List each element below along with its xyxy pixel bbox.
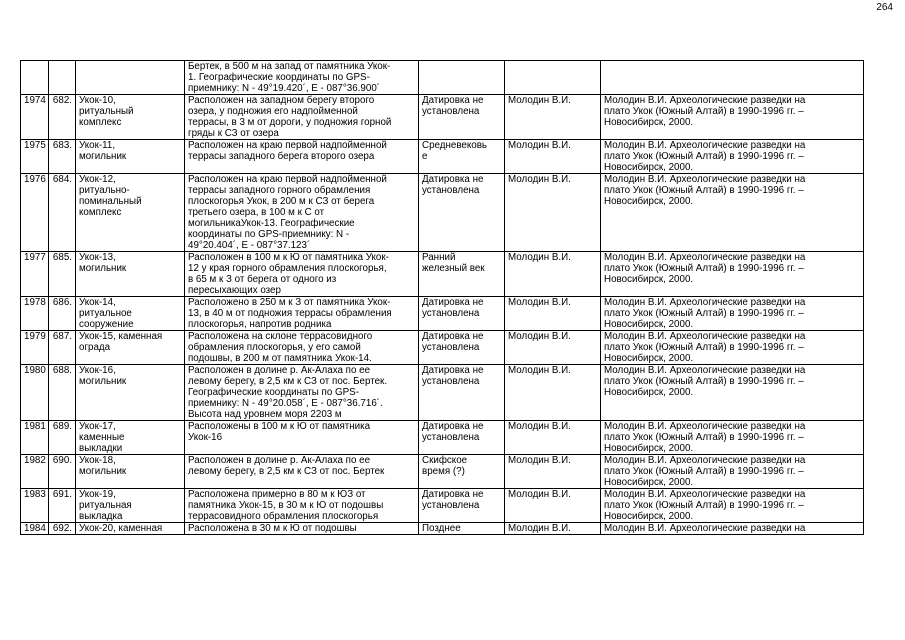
cell-dating [419,421,505,455]
cell-researcher [505,61,601,95]
cell-line: Ранний [422,252,456,263]
cell-literature [601,489,864,523]
cell-line: могильник [79,151,127,162]
cell-line: Новосибирск, 2000. [604,196,694,207]
cell-literature [601,95,864,140]
cell-line: Укок-18, [79,455,116,466]
cell-line: установлена [422,106,480,117]
cell-line: Укок-15, каменная [79,331,163,342]
cell-line: левому берегу, в 2,5 км к СЗ от пос. Бертек. [188,376,388,387]
cell-line: Скифское [422,455,468,466]
cell-location-description [185,61,419,95]
cell-monument-name [76,95,185,140]
cell-line: Новосибирск, 2000. [604,274,694,285]
cell-researcher: Молодин В.И. [505,331,601,365]
cell-line: Укок-20, каменная [79,523,163,534]
cell-line: Укок-10, [79,95,116,106]
cell-line: е [422,151,428,162]
cell-line: могильник [79,263,127,274]
cell-line: террасы западного берега второго озера [188,151,375,162]
cell-monument-name [76,523,185,535]
cell-location-description [185,489,419,523]
cell-monument-name [76,365,185,421]
cell-line: установлена [422,500,480,511]
cell-line: Новосибирск, 2000. [604,443,694,454]
cell-line: установлена [422,376,480,387]
cell-line: Географические координаты по GPS- [188,387,359,398]
cell-line: в 65 м к З от берега от одного из [188,274,337,285]
table-row [21,455,864,489]
cell-line: установлена [422,432,480,443]
cell-line: могильник [79,466,127,477]
cell-line: каменные [79,432,125,443]
cell-line: приемнику: N - 49°19.420´, E - 087°36.900´ [188,83,381,94]
cell-literature [601,421,864,455]
cell-line: обрамления плоскогорья, у его самой [188,342,361,353]
cell-researcher: Молодин В.И. [505,455,601,489]
cell-line: Высота над уровнем моря 2203 м [188,409,342,420]
cell-line: плато Укок (Южный Алтай) в 1990-1996 гг. – [604,432,804,443]
cell-line: Новосибирск, 2000. [604,511,694,522]
cell-local-number: 685. [49,252,76,297]
cell-line: плато Укок (Южный Алтай) в 1990-1996 гг. – [604,185,804,196]
cell-location-description [185,297,419,331]
cell-line: 12 у края горного обрамления плоскогорья, [188,263,387,274]
cell-line: третьего озера, в 100 м к С от [188,207,325,218]
cell-line: Укок-17, [79,421,116,432]
cell-line: Укок-16, [79,365,116,376]
cell-line: Датировка не [422,331,484,342]
cell-line: Датировка не [422,95,484,106]
cell-literature [601,365,864,421]
cell-line: выкладка [79,511,123,522]
cell-researcher: Молодин В.И. [505,489,601,523]
cell-location-description [185,140,419,174]
cell-monument-name [76,61,185,95]
table-row [21,95,864,140]
cell-line: плато Укок (Южный Алтай) в 1990-1996 гг. – [604,342,804,353]
cell-line: Молодин В.И. Археологические разведки на [604,421,806,432]
cell-line: террасовидного обрамления плоскогорья [188,511,379,522]
cell-line: гряды к СЗ от озера [188,128,279,139]
cell-line: Молодин В.И. Археологические разведки на [604,455,806,466]
cell-monument-name [76,421,185,455]
cell-general-number [21,61,49,95]
cell-dating [419,523,505,535]
cell-line: плато Укок (Южный Алтай) в 1990-1996 гг. – [604,308,804,319]
cell-line: приемнику: N - 49°20.058´, E - 087°36.716´. [188,398,383,409]
cell-line: Укок-16 [188,432,223,443]
cell-general-number: 1979 [21,331,49,365]
cell-line: Молодин В.И. Археологические разведки на [604,489,806,500]
cell-location-description [185,523,419,535]
cell-line: Укок-19, [79,489,116,500]
cell-researcher: Молодин В.И. [505,174,601,252]
cell-general-number: 1983 [21,489,49,523]
cell-line: Укок-11, [79,140,116,151]
cell-line: памятника Укок-15, в 30 м к Ю от подошвы [188,500,384,511]
cell-line: выкладки [79,443,123,454]
cell-line: Укок-12, [79,174,116,185]
cell-location-description [185,95,419,140]
cell-line: установлена [422,342,480,353]
cell-line: 1. Географические координаты по GPS- [188,72,370,83]
cell-general-number: 1978 [21,297,49,331]
cell-line: Укок-14, [79,297,116,308]
cell-researcher: Молодин В.И. [505,252,601,297]
cell-dating [419,331,505,365]
table-row [21,297,864,331]
cell-line: Расположен на западном берегу второго [188,95,375,106]
cell-line: комплекс [79,117,122,128]
cell-line: Датировка не [422,365,484,376]
cell-line: Молодин В.И. Археологические разведки на [604,252,806,263]
cell-dating [419,455,505,489]
table-row [21,365,864,421]
cell-literature [601,61,864,95]
table-row [21,252,864,297]
cell-location-description [185,421,419,455]
cell-location-description [185,174,419,252]
cell-line: террасы западного горного обрамления [188,185,371,196]
cell-line: время (?) [422,466,465,477]
cell-monument-name [76,331,185,365]
cell-researcher: Молодин В.И. [505,421,601,455]
cell-dating [419,140,505,174]
cell-dating [419,252,505,297]
cell-line: Датировка не [422,297,484,308]
cell-local-number: 690. [49,455,76,489]
cell-line: плоскогорья Укок, в 200 м к СЗ от берега [188,196,375,207]
cell-line: плоскогорья, напротив родника [188,319,332,330]
cell-line: плато Укок (Южный Алтай) в 1990-1996 гг. – [604,151,804,162]
table-row [21,174,864,252]
cell-line: Молодин В.И. Археологические разведки на [604,365,806,376]
cell-dating [419,365,505,421]
table-row [21,489,864,523]
page-number: 264 [876,2,893,13]
cell-line: Молодин В.И. Археологические разведки на [604,140,806,151]
cell-line: Расположен на краю первой надпойменной [188,140,387,151]
cell-monument-name [76,174,185,252]
cell-literature [601,331,864,365]
cell-line: левому берегу, в 2,5 км к СЗ от пос. Бертек [188,466,385,477]
cell-dating [419,489,505,523]
table-row [21,331,864,365]
table-row [21,523,864,535]
cell-general-number: 1981 [21,421,49,455]
cell-location-description [185,331,419,365]
cell-literature [601,523,864,535]
cell-line: Расположено в 250 м к З от памятника Укок- [188,297,391,308]
cell-literature [601,140,864,174]
cell-general-number: 1984 [21,523,49,535]
cell-line: Молодин В.И. Археологические разведки на [604,331,806,342]
cell-line: могильникаУкок-13. Географические [188,218,355,229]
cell-line: Расположена примерно в 80 м к ЮЗ от [188,489,366,500]
cell-line: Датировка не [422,489,484,500]
cell-line: Укок-13, [79,252,116,263]
cell-researcher: Молодин В.И. [505,297,601,331]
cell-line: Расположен в долине р. Ак-Алаха по ее [188,455,371,466]
cell-line: Датировка не [422,174,484,185]
cell-line: координаты по GPS-приемнику: N - [188,229,350,240]
cell-line: ритуальный [79,106,134,117]
cell-dating [419,174,505,252]
cell-line: Новосибирск, 2000. [604,387,694,398]
cell-line: Расположен в 100 м к Ю от памятника Укок- [188,252,389,263]
cell-researcher: Молодин В.И. [505,140,601,174]
cell-general-number: 1977 [21,252,49,297]
cell-local-number: 691. [49,489,76,523]
cell-general-number: 1976 [21,174,49,252]
cell-line: плато Укок (Южный Алтай) в 1990-1996 гг. – [604,376,804,387]
cell-line: плато Укок (Южный Алтай) в 1990-1996 гг. – [604,263,804,274]
cell-line: 49°20.404´, E - 087°37.123´ [188,240,311,251]
cell-line: Новосибирск, 2000. [604,162,694,173]
cell-line: ритуальное [79,308,132,319]
cell-line: озера, у подножия его надпойменной [188,106,358,117]
cell-dating [419,95,505,140]
cell-local-number: 686. [49,297,76,331]
cell-line: Позднее [422,523,461,534]
cell-line: Расположен на краю первой надпойменной [188,174,387,185]
cell-location-description [185,455,419,489]
cell-monument-name [76,140,185,174]
cell-researcher: Молодин В.И. [505,523,601,535]
cell-line: комплекс [79,207,122,218]
cell-local-number: 683. [49,140,76,174]
cell-monument-name [76,297,185,331]
cell-local-number [49,61,76,95]
table-row [21,61,864,95]
cell-line: подошвы, в 200 м от памятника Укок-14. [188,353,372,364]
cell-line: Расположены в 100 м к Ю от памятника [188,421,371,432]
cell-line: Новосибирск, 2000. [604,353,694,364]
monuments-table-body [21,61,864,535]
cell-general-number: 1982 [21,455,49,489]
cell-line: сооружение [79,319,134,330]
cell-location-description [185,252,419,297]
cell-dating [419,297,505,331]
cell-line: Новосибирск, 2000. [604,117,694,128]
cell-dating [419,61,505,95]
cell-line: пересыхающих озер [188,285,281,296]
cell-local-number: 682. [49,95,76,140]
cell-line: Датировка не [422,421,484,432]
cell-monument-name [76,489,185,523]
cell-line: плато Укок (Южный Алтай) в 1990-1996 гг. – [604,106,804,117]
cell-literature [601,455,864,489]
monuments-table [20,60,864,535]
cell-line: ритуальная [79,500,132,511]
cell-line: Средневековь [422,140,488,151]
cell-local-number: 687. [49,331,76,365]
cell-literature [601,252,864,297]
cell-researcher: Молодин В.И. [505,365,601,421]
cell-line: Расположена на склоне террасовидного [188,331,373,342]
cell-line: поминальный [79,196,142,207]
cell-line: 13, в 40 м от подножия террасы обрамления [188,308,392,319]
cell-line: установлена [422,308,480,319]
cell-line: Молодин В.И. Археологические разведки на [604,297,806,308]
cell-line: железный век [422,263,485,274]
cell-line: ограда [79,342,111,353]
cell-line: Расположена в 30 м к Ю от подошвы [188,523,357,534]
cell-monument-name [76,252,185,297]
cell-local-number: 684. [49,174,76,252]
cell-line: Новосибирск, 2000. [604,477,694,488]
cell-line: Бертек, в 500 м на запад от памятника Укок- [188,61,391,72]
cell-researcher: Молодин В.И. [505,95,601,140]
cell-line: Молодин В.И. Археологические разведки на [604,95,806,106]
cell-line: плато Укок (Южный Алтай) в 1990-1996 гг. – [604,500,804,511]
cell-general-number: 1974 [21,95,49,140]
cell-general-number: 1975 [21,140,49,174]
cell-line: террасы, в 3 м от дороги, у подножия горной [188,117,392,128]
cell-line: Расположен в долине р. Ак-Алаха по ее [188,365,371,376]
cell-line: плато Укок (Южный Алтай) в 1990-1996 гг. – [604,466,804,477]
cell-literature [601,297,864,331]
cell-line: Молодин В.И. Археологические разведки на [604,523,806,534]
cell-general-number: 1980 [21,365,49,421]
cell-line: установлена [422,185,480,196]
cell-location-description [185,365,419,421]
table-row [21,421,864,455]
cell-local-number: 689. [49,421,76,455]
cell-monument-name [76,455,185,489]
cell-line: Молодин В.И. Археологические разведки на [604,174,806,185]
cell-literature [601,174,864,252]
cell-local-number: 688. [49,365,76,421]
table-row [21,140,864,174]
cell-line: могильник [79,376,127,387]
cell-local-number: 692. [49,523,76,535]
cell-line: Новосибирск, 2000. [604,319,694,330]
cell-line: ритуально- [79,185,130,196]
